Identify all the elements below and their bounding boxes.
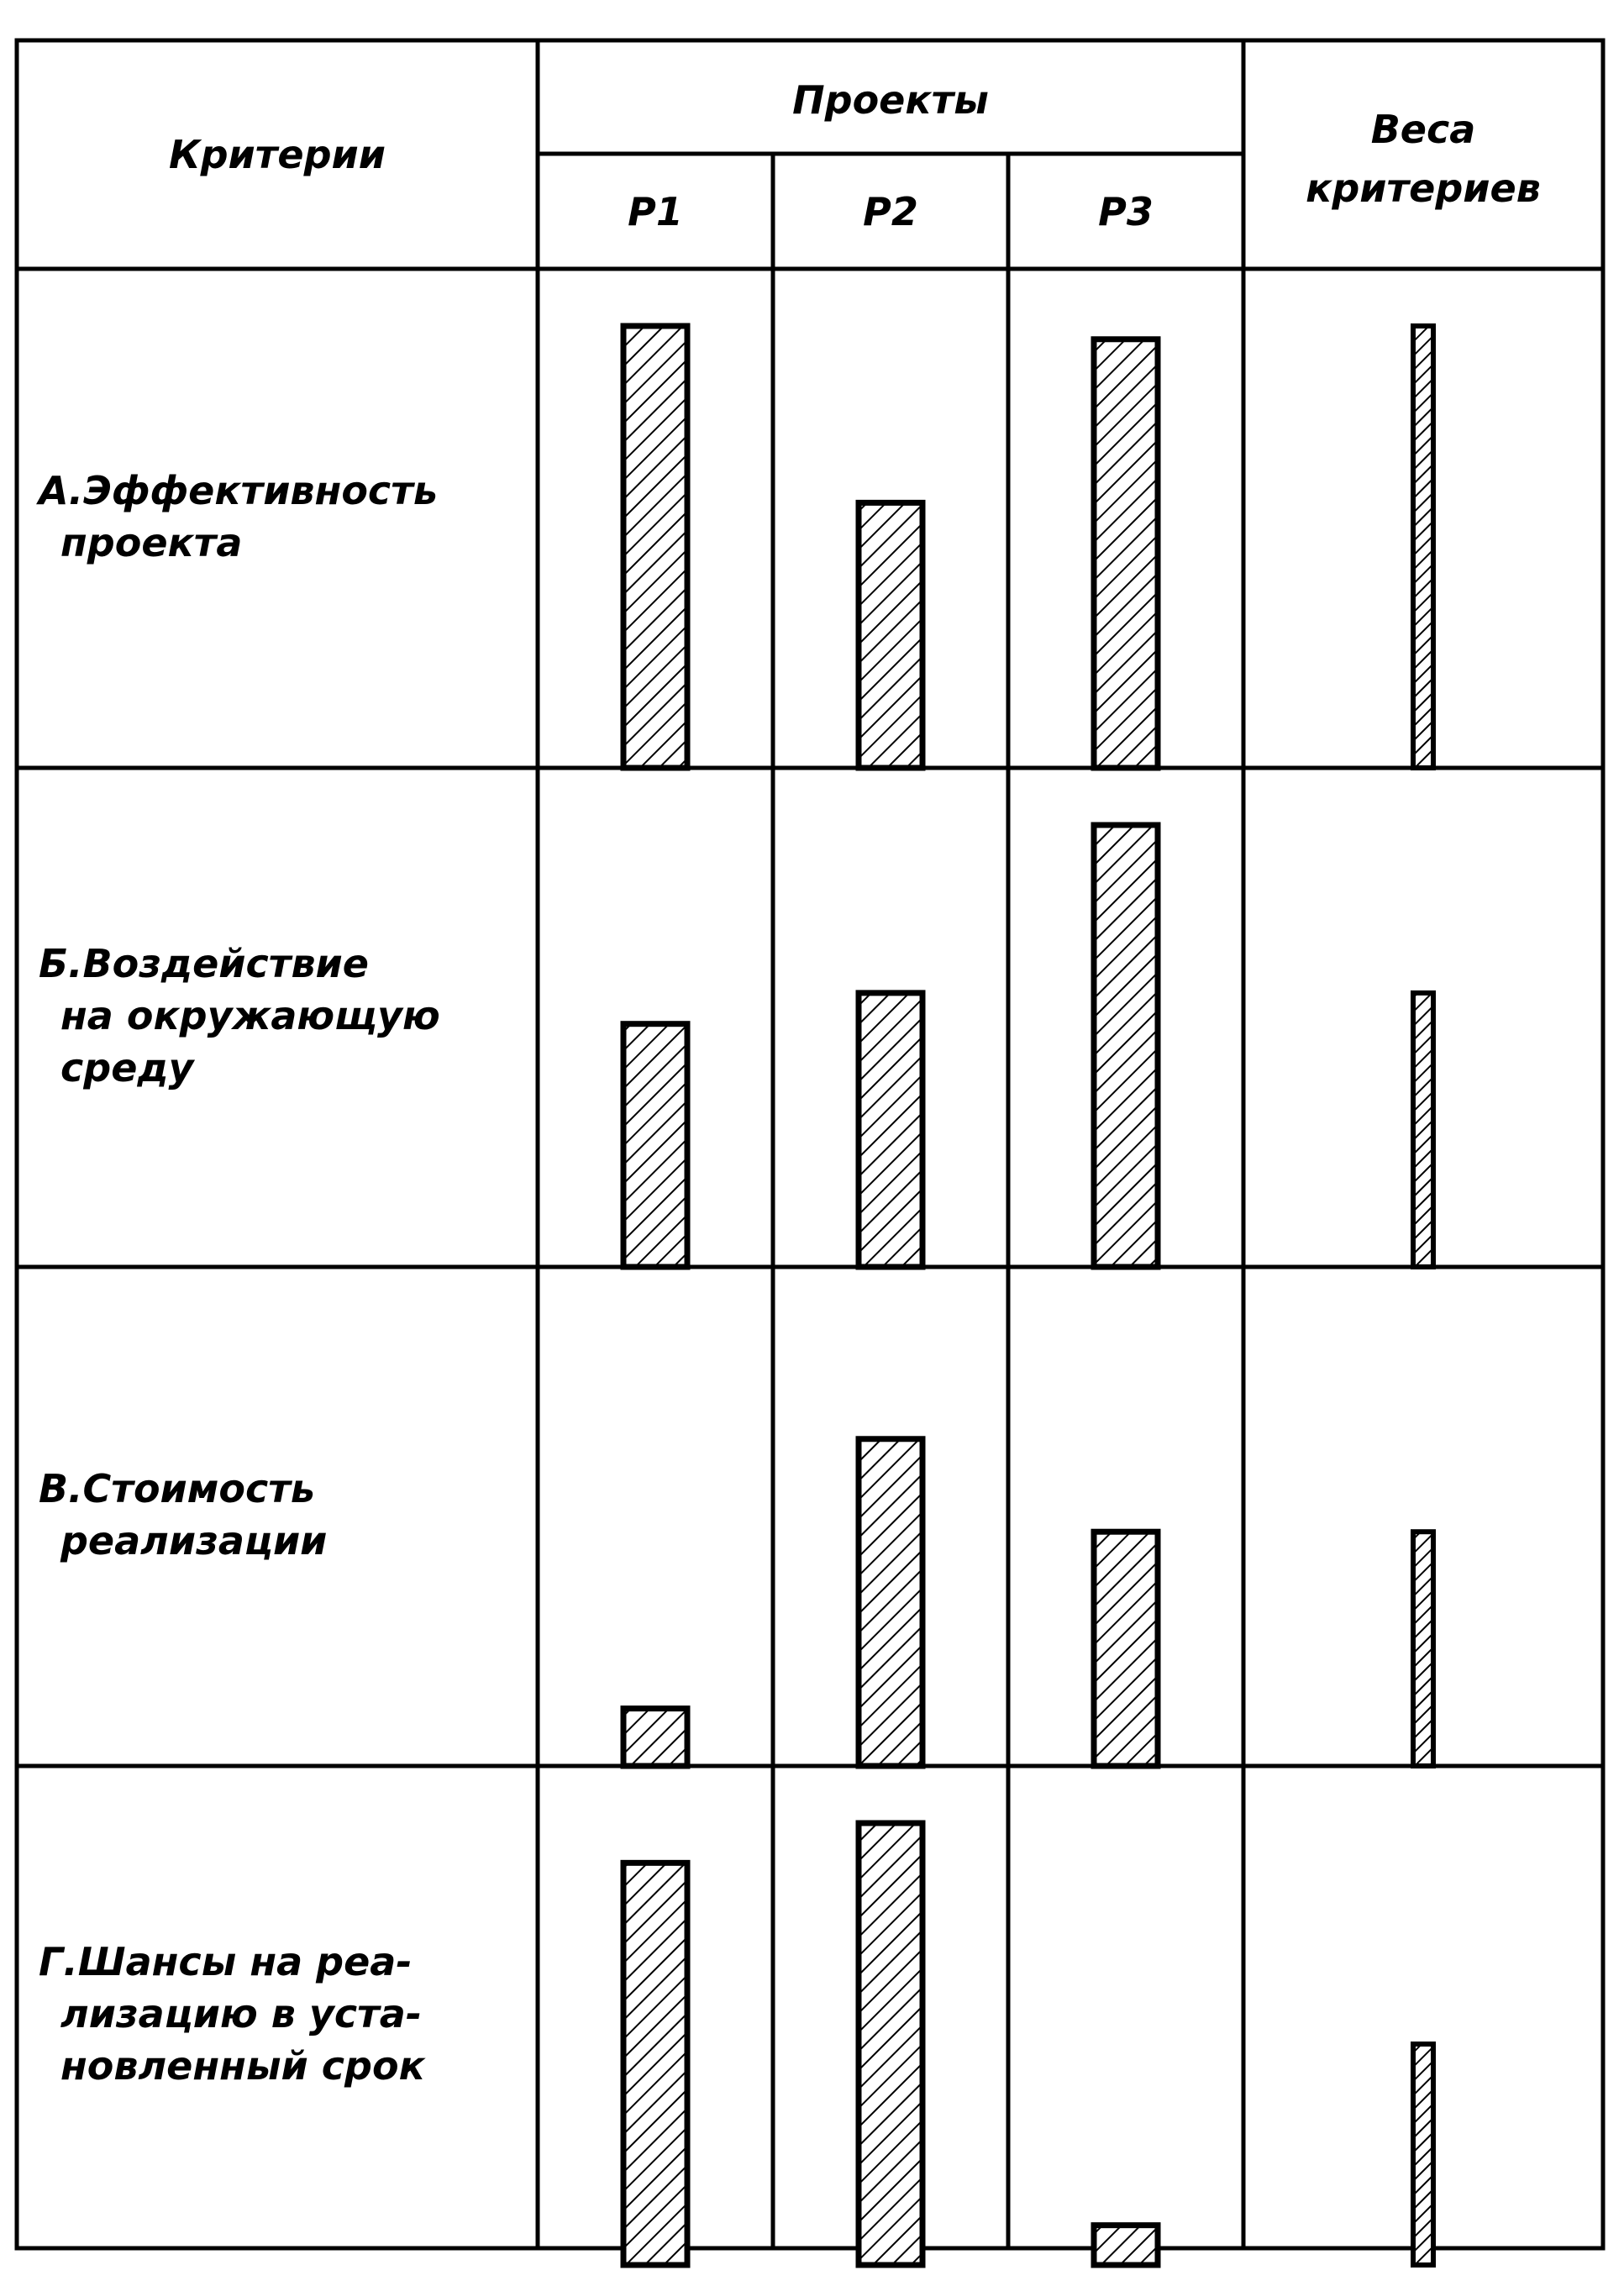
bar-criterion-1-p2	[859, 502, 922, 768]
criterion-label-4-line-2: лизацию в уста-	[60, 1991, 422, 2036]
criterion-label-2-line-2: на окружающую	[60, 993, 440, 1038]
criterion-label-4-line-1: Г.Шансы на реа-	[39, 1939, 413, 1984]
bar-criterion-1-p1	[623, 326, 687, 768]
criteria-rows	[36, 326, 1433, 2265]
criterion-label-3-line-2: реализации	[60, 1518, 328, 1563]
bar-criterion-2-p2	[859, 993, 922, 1267]
weight-bar-criterion-2	[1413, 993, 1433, 1267]
project-label-p1: P1	[628, 189, 683, 234]
bar-criterion-4-p1	[623, 1863, 687, 2265]
weight-bar-criterion-4	[1413, 2044, 1433, 2265]
criterion-label-2-line-1: Б.Воздействие	[39, 941, 369, 986]
weight-bar-criterion-3	[1413, 1532, 1433, 1766]
header-projects: Проекты	[792, 77, 989, 123]
bar-criterion-2-p3	[1094, 825, 1158, 1267]
criterion-label-3-line-1: В.Стоимость	[39, 1466, 316, 1511]
weight-bar-criterion-1	[1413, 326, 1433, 768]
criterion-label-1-line-2: проекта	[60, 520, 243, 565]
bar-criterion-3-p1	[623, 1709, 687, 1766]
table-grid	[17, 40, 1603, 2248]
project-label-p3: P3	[1098, 189, 1154, 234]
table-border	[17, 40, 1603, 2248]
header-criteria: Критерии	[168, 132, 386, 177]
bar-criterion-4-p2	[859, 1823, 922, 2265]
criterion-label-4-line-3: новленный срок	[60, 2043, 425, 2089]
criterion-label-1-line-1: А.Эффективность	[39, 468, 438, 513]
bar-criterion-1-p3	[1094, 339, 1158, 768]
project-label-p2: P2	[863, 189, 918, 234]
criterion-label-2-line-3: среду	[60, 1045, 194, 1090]
header-weights-line-1: Веса	[1370, 107, 1476, 152]
bar-criterion-2-p1	[623, 1024, 687, 1267]
bar-criterion-3-p2	[859, 1439, 922, 1766]
header-weights-line-2: критериев	[1306, 166, 1541, 211]
bar-criterion-4-p3	[1094, 2226, 1158, 2265]
bar-criterion-3-p3	[1094, 1532, 1158, 1766]
